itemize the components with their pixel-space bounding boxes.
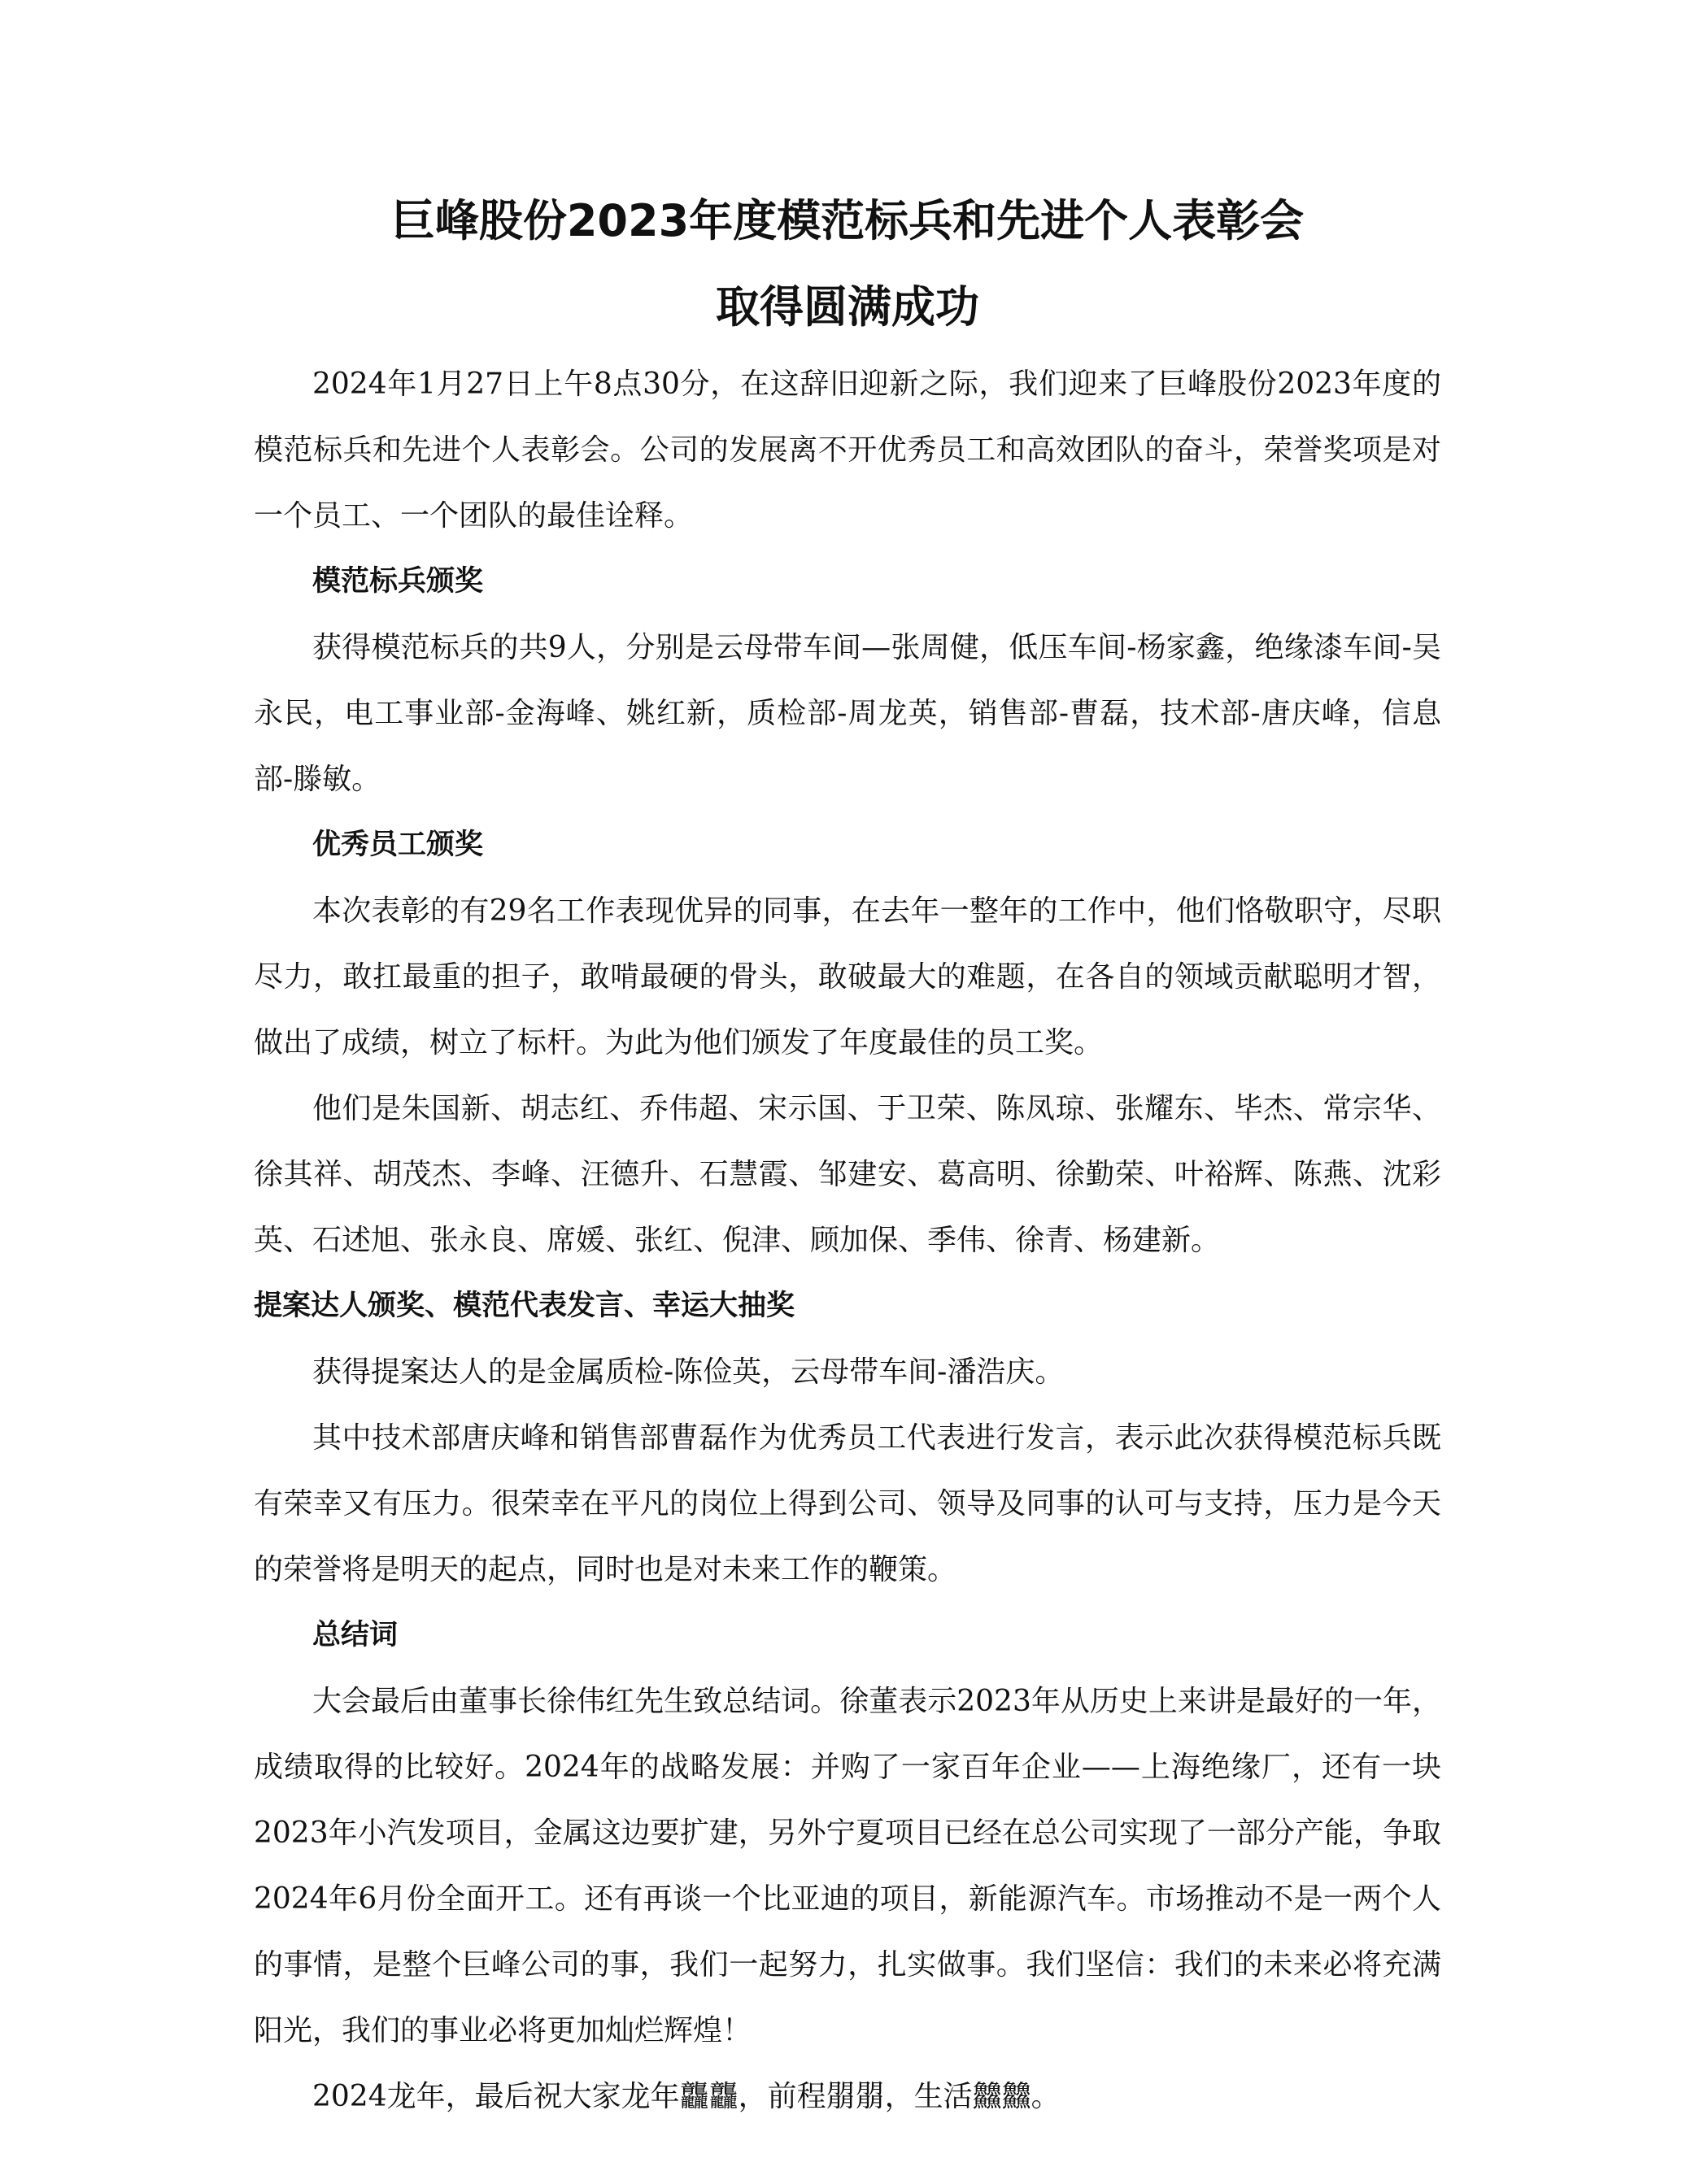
document-page [254, 181, 1441, 2130]
summary-heading: 总结词 [312, 1619, 399, 1651]
summary-paragraph: 大会最后由董事长徐伟红先生致总结词。徐董表示2023年从历史上来讲是最好的一年，成绩取得的比较好。2024年的战略发展：并购了一家百年企业——上海绝缘厂，还有一块2023年小汽发项目，金属这边要扩建，另外宁夏项目已经在总公司实现了一部分产能，争取2024年6月份全面开工。还有再谈一个比亚迪的项目，新能源汽车。市场推动不是一两个人的事情，是整个巨峰公司的事，我们一起努力，扎实做事。我们坚信：我们的未来必将充满阳光，我们的事业必将更加灿烂辉煌！ [254, 1685, 1441, 2047]
excellent-award-heading: 优秀员工颁奖 [312, 829, 484, 861]
closing-paragraph: 2024龙年，最后祝大家龙年龘龘，前程朤朤，生活䲜䲜。 [312, 2080, 1061, 2113]
proposal-award-heading: 提案达人颁奖、模范代表发言、幸运大抽奖 [254, 1290, 795, 1322]
excellent-award-paragraph: 本次表彰的有29名工作表现优异的同事，在去年一整年的工作中，他们恪敬职守，尽职尽力，敢扛最重的担子，敢啃最硬的骨头，敢破最大的难题，在各自的领域贡献聪明才智，做出了成绩，树立了标杆。为此为他们颁发了年度最佳的员工奖。 [254, 894, 1441, 1059]
proposal-award-paragraph: 获得提案达人的是金属质检-陈俭英，云母带车间-潘浩庆。 [312, 1355, 1065, 1389]
model-award-heading: 模范标兵颁奖 [312, 565, 484, 598]
intro-paragraph: 2024年1月27日上午8点30分，在这辞旧迎新之际，我们迎来了巨峰股份2023年度的模范标兵和先进个人表彰会。公司的发展离不开优秀员工和高效团队的奋斗，荣誉奖项是对一个员工、一个团队的最佳诠释。 [254, 368, 1441, 533]
title-line-2: 取得圆满成功 [716, 281, 979, 333]
excellent-names-paragraph: 他们是朱国新、胡志红、乔伟超、宋示国、于卫荣、陈凤琼、张耀东、毕杰、常宗华、徐其祥、胡茂杰、李峰、汪德升、石慧霞、邹建安、葛高明、徐勤荣、叶裕辉、陈燕、沈彩英、石述旭、张永良、席媛、张红、倪津、顾加保、季伟、徐青、杨建新。 [254, 1092, 1441, 1257]
title-line-1: 巨峰股份2023年度模范标兵和先进个人表彰会 [390, 195, 1305, 246]
representative-speech-paragraph: 其中技术部唐庆峰和销售部曹磊作为优秀员工代表进行发言，表示此次获得模范标兵既有荣幸又有压力。很荣幸在平凡的岗位上得到公司、领导及同事的认可与支持，压力是今天的荣誉将是明天的起点，同时也是对未来工作的鞭策。 [254, 1421, 1441, 1586]
model-award-paragraph: 获得模范标兵的共9人，分别是云母带车间—张周健，低压车间-杨家鑫，绝缘漆车间-吴永民，电工事业部-金海峰、姚红新，质检部-周龙英，销售部-曹磊，技术部-唐庆峰，信息部-滕敏。 [254, 631, 1441, 796]
